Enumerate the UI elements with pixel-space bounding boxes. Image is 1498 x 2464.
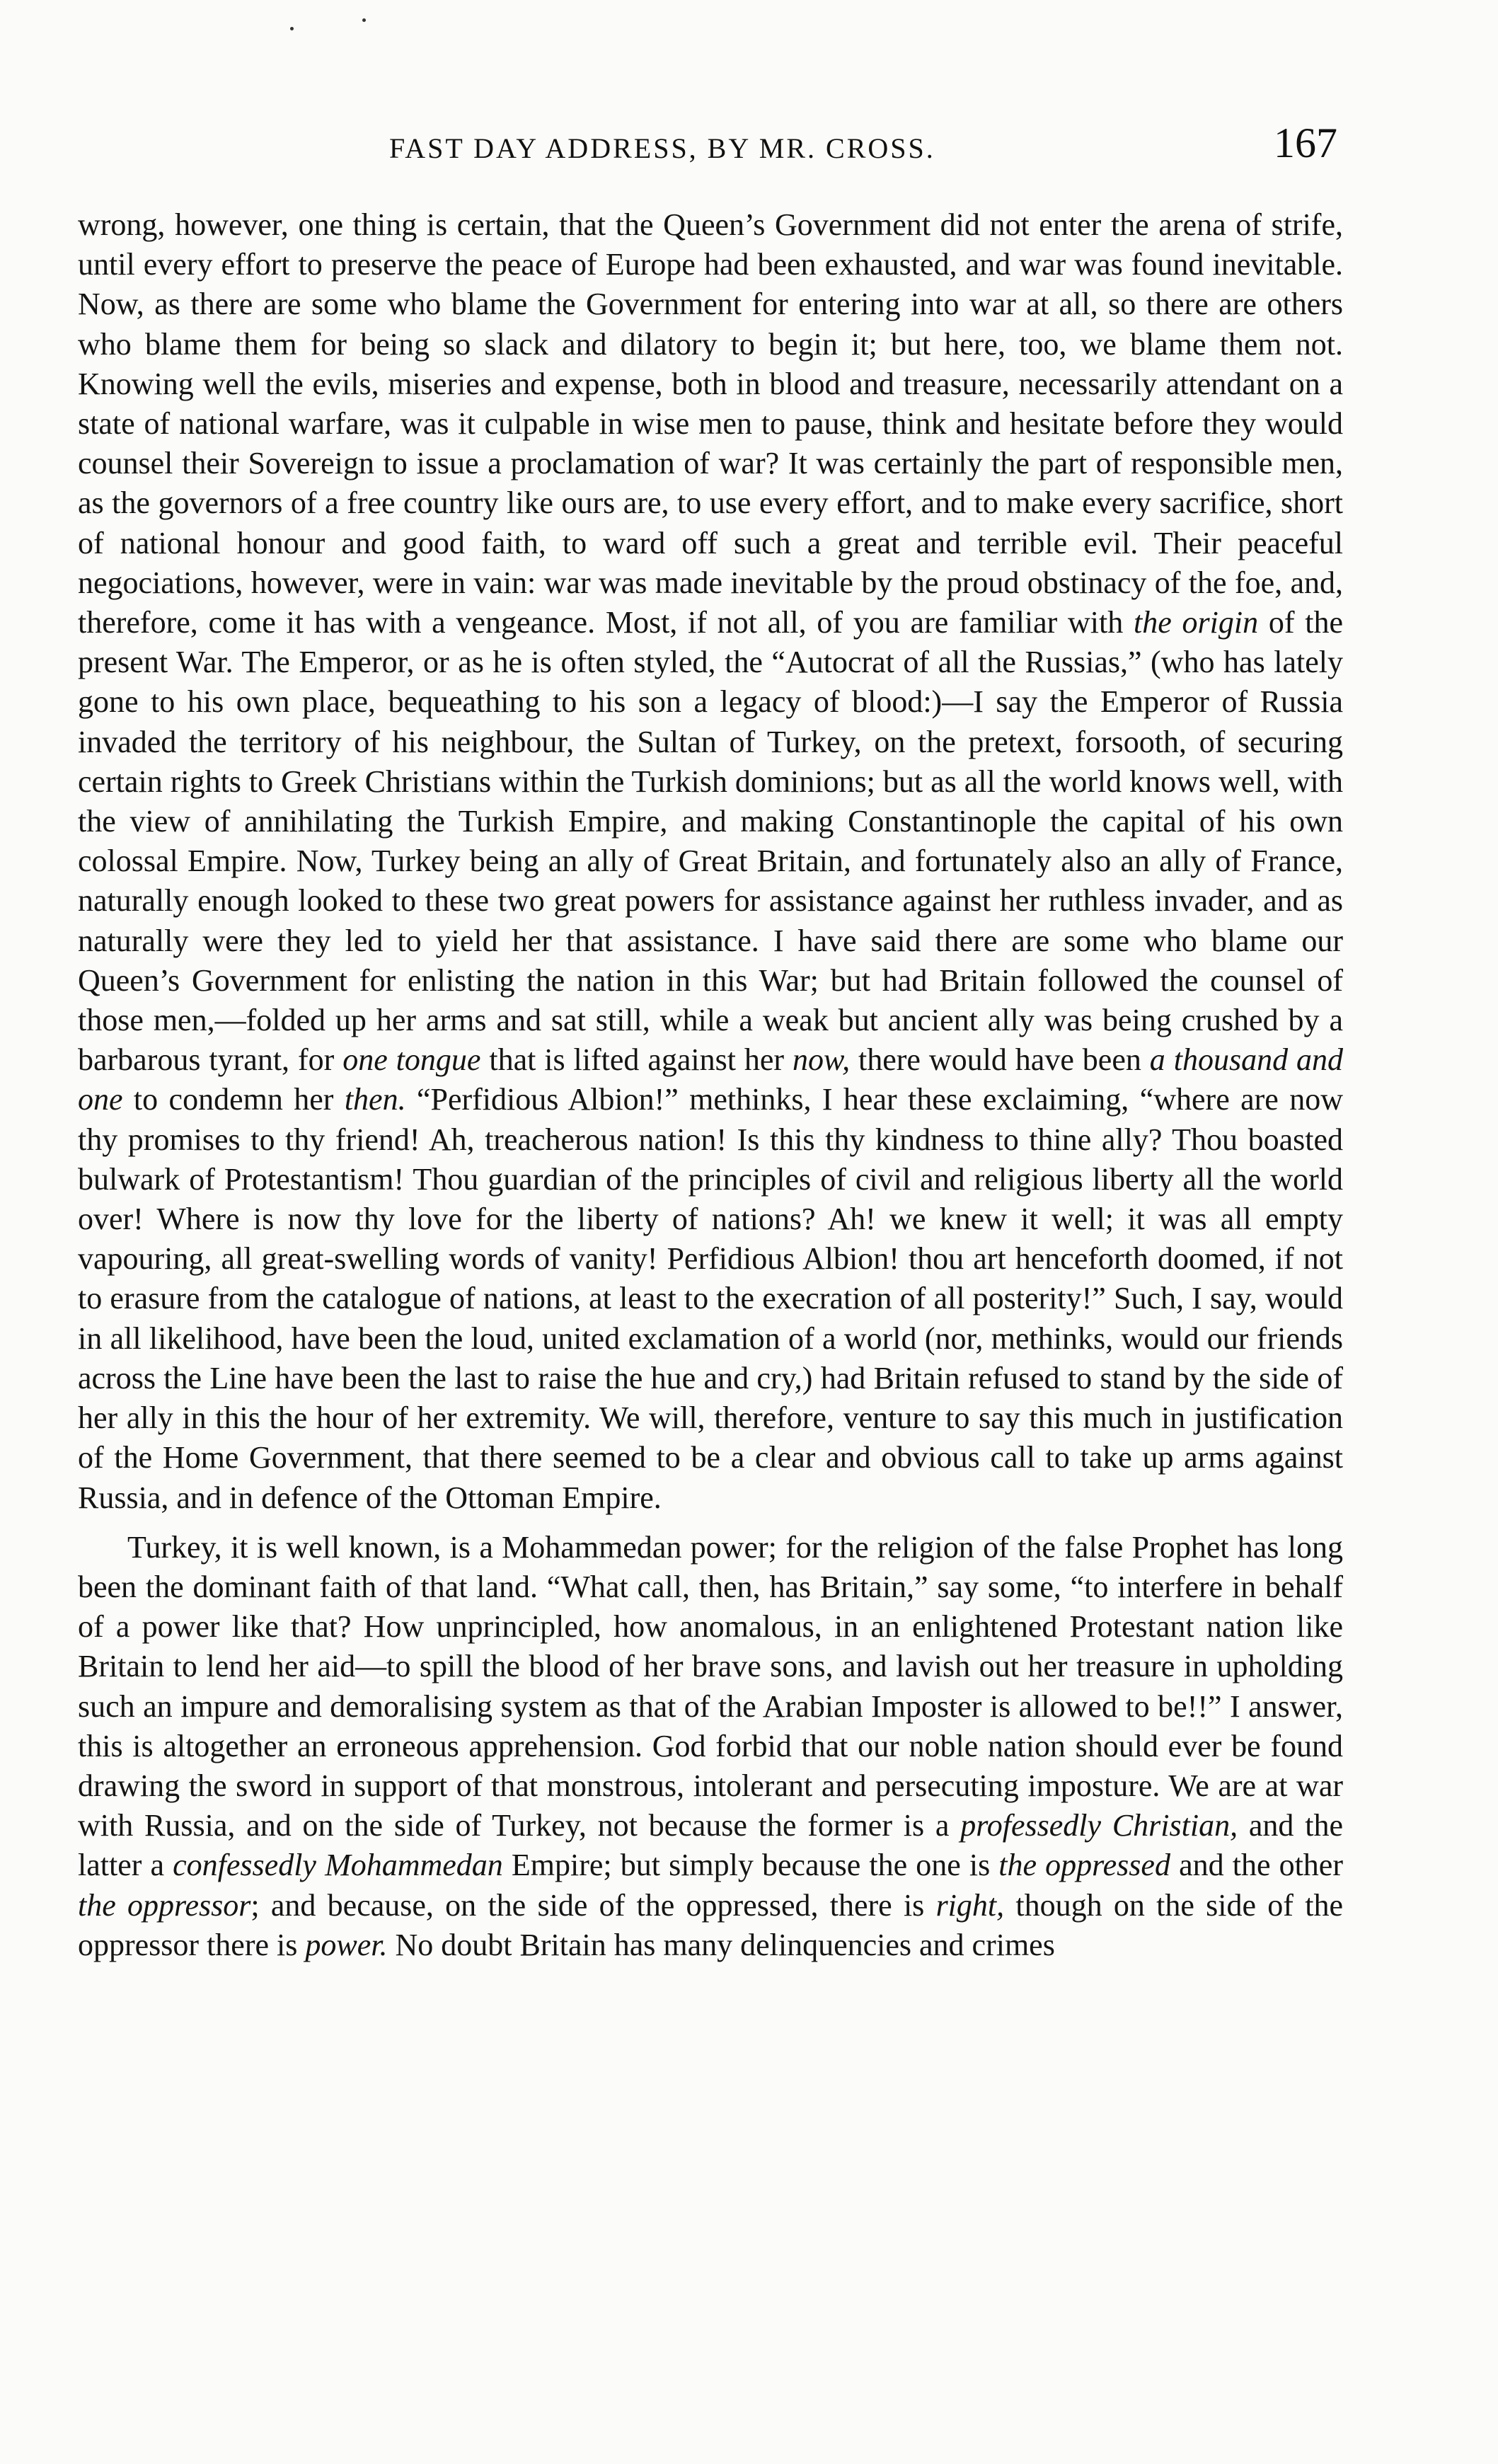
- print-speck: [290, 27, 294, 30]
- page-number: 167: [1274, 120, 1337, 166]
- text-run: and the latter a: [78, 1808, 1343, 1883]
- italic-text: one tongue: [342, 1042, 481, 1078]
- italic-text: a thousand and one: [78, 1042, 1343, 1117]
- italic-text: the origin: [1134, 605, 1259, 640]
- running-head: FAST DAY ADDRESS, BY MR. CROSS.: [389, 132, 935, 164]
- text-run: to condemn her: [122, 1082, 345, 1117]
- text-run: wrong, however, one thing is certain, that the Queen’s Government did not enter the arena of strife, until every effort to preserve the peace of Europe had been exhausted, and war was found inevitable. Now, as there are some who blame the Government for entering into war at all, so there are others who blame them for being so slack and dilatory to begin it; but here, too, we blame them not. Knowing well the evils, miseries and expense, both in blood and treasure, necessarily attendant on a state of national warfare, was it culpable in wise men to pause, think and hesitate before they would counsel their Sovereign to issue a proclamation of war? It was certainly the part of responsible men, as the governors of a free country like ours are, to use every effort, and to make every sacrifice, short of national honour and good faith, to ward off such a great and terrible evil. Their peaceful negociations, however, were in vain: war was made inevitable by the proud obstinacy of the foe, and, therefore, come it has with a vengeance. Most, if not all, of you are familiar with: [78, 207, 1343, 640]
- print-speck: [362, 18, 366, 22]
- italic-text: then.: [344, 1082, 406, 1117]
- paragraph: [78, 205, 1343, 1518]
- text-run: ; and because, on the side of the oppressed, there is: [250, 1887, 936, 1923]
- italic-text: confessedly Mohammedan: [173, 1848, 503, 1883]
- text-run: that is lifted against her: [480, 1042, 793, 1078]
- body-text: [78, 205, 1343, 1965]
- text-run: Turkey, it is well known, is a Mohammedan power; for the religion of the false Prophet has long been the dominant faith of that land. “What call, then, has Britain,” say some, “to interfere in behalf of a power like that? How unprincipled, how anomalous, in an enlightened Protestant nation like Britain to lend her aid—to spill the blood of her brave sons, and lavish out her treasure in upholding such an impure and demoralising system as that of the Arabian Imposter is allowed to be!!” I answer, this is altogether an erroneous apprehension. God forbid that our noble nation should ever be found drawing the sword in support of that monstrous, intolerant and persecuting imposture. We are at war with Russia, and on the side of Turkey, not because the former is a: [78, 1529, 1343, 1843]
- text-run: Empire; but simply because the one is: [502, 1848, 999, 1883]
- text-run: “Perfidious Albion!” methinks, I hear these exclaiming, “where are now thy promises to thy friend! Ah, treacherous nation! Is this thy kindness to thine ally? Thou boasted bulwark of Protestantism! Thou guardian of the principles of civil and religious liberty all the world over! Where is now thy love for the liberty of nations? Ah! we knew it well; it was all empty vapouring, all great-swelling words of vanity! Perfidious Albion! thou art henceforth doomed, if not to erasure from the catalogue of nations, at least to the execration of all posterity!” Such, I say, would in all likelihood, have been the loud, united exclamation of a world (nor, methinks, would our friends across the Line have been the last to raise the hue and cry,) had Britain refused to stand by the side of her ally in this the hour of her extremity. We will, therefore, venture to say this much in justification of the Home Government, that there seemed to be a clear and obvious call to take up arms against Russia, and in defence of the Ottoman Empire.: [78, 1082, 1343, 1515]
- text-run: of the present War. The Emperor, or as he is often styled, the “Autocrat of all the Russias,” (who has lately gone to his own place, bequeathing to his son a legacy of blood:)—I say the Emperor of Russia invaded the territory of his neighbour, the Sultan of Turkey, on the pretext, forsooth, of securing certain rights to Greek Christians within the Turkish dominions; but as all the world knows well, with the view of annihilating the Turkish Empire, and making Constantinople the capital of his own colossal Empire. Now, Turkey being an ally of Great Britain, and fortunately also an ally of France, naturally enough looked to these two great powers for assistance against her ruthless invader, and as naturally were they led to yield her that assistance. I have said there are some who blame our Queen’s Government for enlisting the nation in this War; but had Britain followed the counsel of those men,—folded up her arms and sat still, while a weak but ancient ally was being crushed by a barbarous tyrant, for: [78, 605, 1344, 1078]
- text-run: there would have been: [850, 1042, 1150, 1078]
- italic-text: right,: [935, 1887, 1005, 1923]
- paragraph: [78, 1528, 1343, 1965]
- page-header: [78, 119, 1344, 183]
- text-run: though on the side of the oppressor there is: [78, 1887, 1343, 1962]
- text-run: and the other: [1170, 1848, 1343, 1883]
- italic-text: professedly Christian,: [960, 1808, 1238, 1843]
- text-run: No doubt Britain has many delinquencies and crimes: [387, 1927, 1055, 1962]
- italic-text: the oppressed: [998, 1848, 1170, 1883]
- italic-text: now,: [793, 1042, 851, 1078]
- italic-text: power.: [305, 1927, 388, 1962]
- italic-text: the oppressor: [78, 1887, 251, 1923]
